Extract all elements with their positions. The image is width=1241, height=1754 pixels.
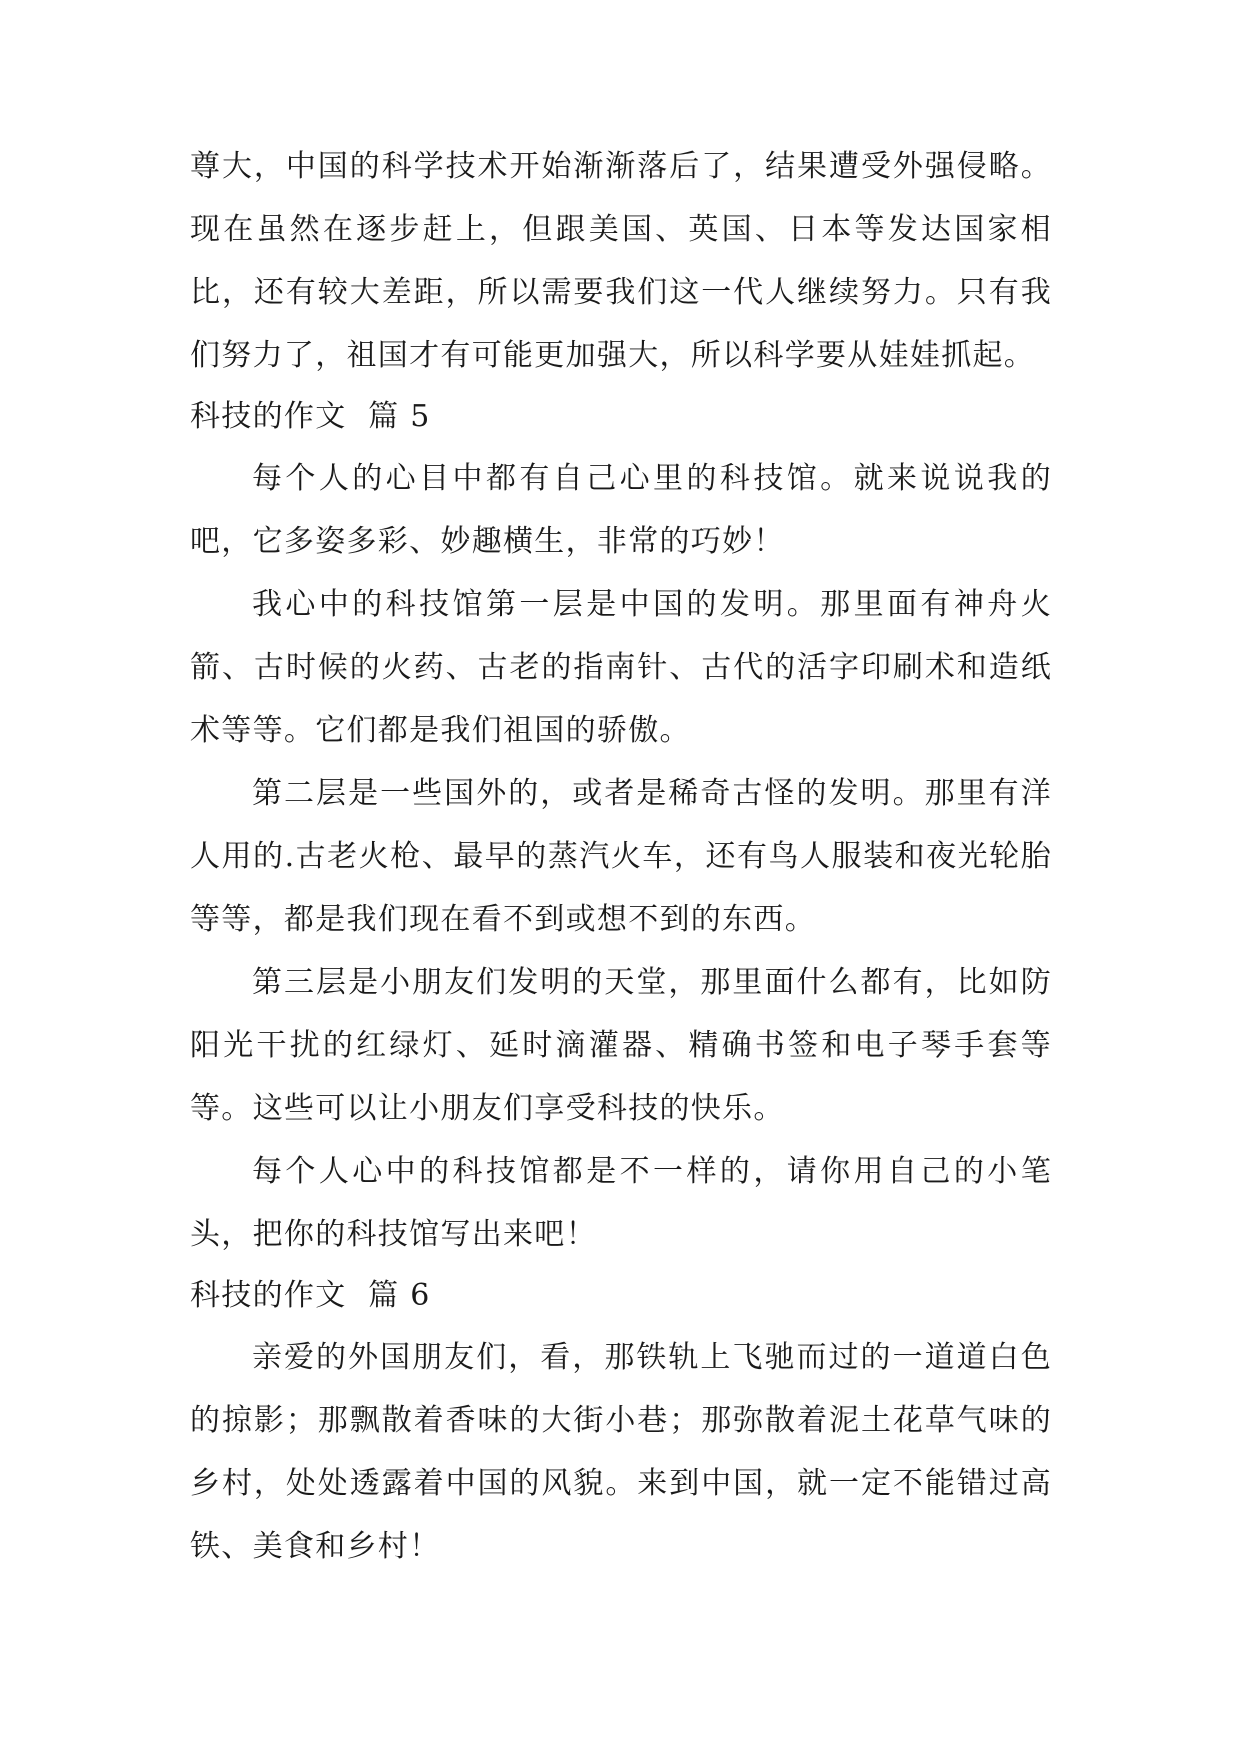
- paragraph: 每个人心中的科技馆都是不一样的，请你用自己的小笔头，把你的科技馆写出来吧！: [190, 1154, 1052, 1252]
- paragraph: 每个人的心目中都有自己心里的科技馆。就来说说我的吧，它多姿多彩、妙趣横生，非常的巧妙！: [190, 461, 1052, 559]
- document-body: [190, 135, 1052, 1578]
- section-heading: 科技的作文 篇 5: [190, 399, 431, 434]
- paragraph: 第二层是一些国外的，或者是稀奇古怪的发明。那里有洋人用的.古老火枪、最早的蒸汽火车，还有鸟人服装和夜光轮胎等等，都是我们现在看不到或想不到的东西。: [190, 776, 1052, 937]
- paragraph: 我心中的科技馆第一层是中国的发明。那里面有神舟火箭、古时候的火药、古老的指南针、古代的活字印刷术和造纸术等等。它们都是我们祖国的骄傲。: [190, 587, 1052, 748]
- section-heading: 科技的作文 篇 6: [190, 1278, 431, 1313]
- paragraph: 第三层是小朋友们发明的天堂，那里面什么都有，比如防阳光干扰的红绿灯、延时滴灌器、精确书签和电子琴手套等等。这些可以让小朋友们享受科技的快乐。: [190, 965, 1052, 1126]
- paragraph: 亲爱的外国朋友们，看，那铁轨上飞驰而过的一道道白色的掠影；那飘散着香味的大街小巷；那弥散着泥土花草气味的乡村，处处透露着中国的风貌。来到中国，就一定不能错过高铁、美食和乡村！: [190, 1340, 1052, 1564]
- paragraph: 尊大，中国的科学技术开始渐渐落后了，结果遭受外强侵略。现在虽然在逐步赶上，但跟美国、英国、日本等发达国家相比，还有较大差距，所以需要我们这一代人继续努力。只有我们努力了，祖国才有可能更加强大，所以科学要从娃娃抓起。: [190, 149, 1052, 373]
